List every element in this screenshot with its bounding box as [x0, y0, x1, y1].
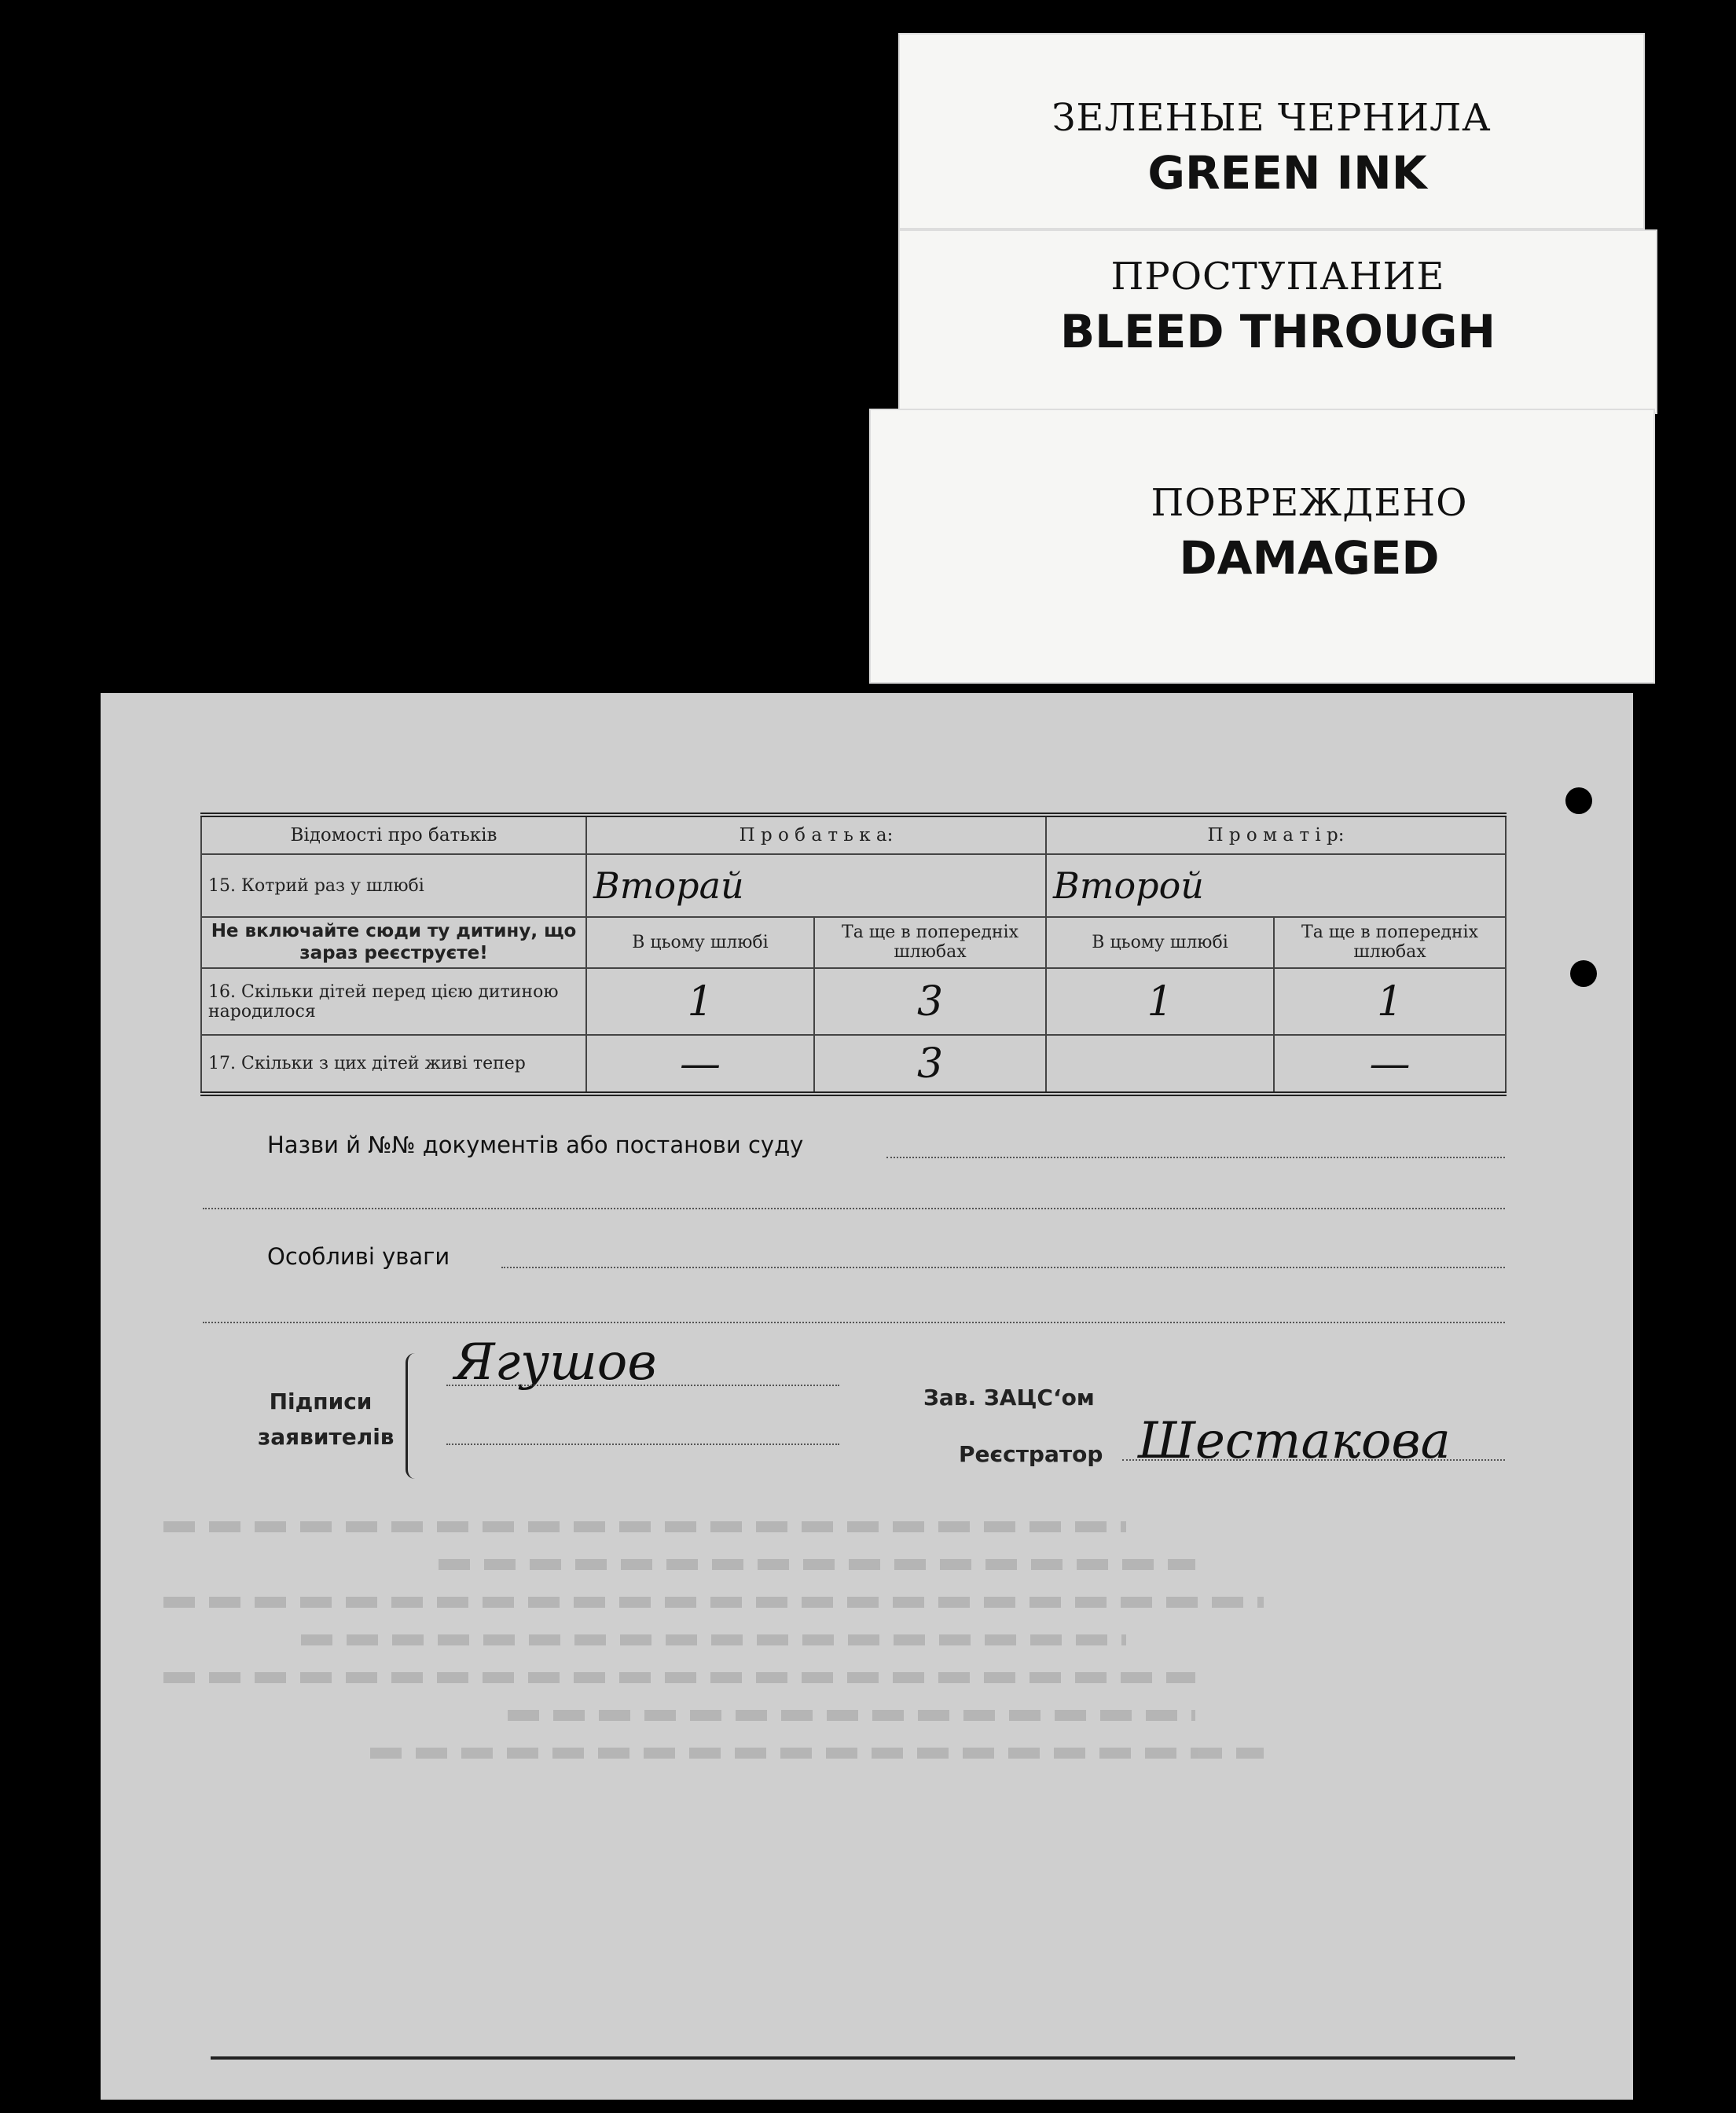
father-this-marriage-header: В цьому шлюбі — [586, 917, 814, 968]
handwritten-number: 1 — [1147, 978, 1173, 1025]
father-prev-marriages-header: Та ще в попередніх шлюбах — [814, 917, 1046, 968]
row15-label: 15. Котрий раз у шлюбі — [201, 854, 586, 917]
header-mother: П р о м а т і р: — [1046, 815, 1506, 854]
row16-label: 16. Скільки дітей перед цією дитиною народилося — [201, 968, 586, 1035]
signature-brace — [406, 1353, 424, 1479]
bleed-mark — [163, 1521, 1126, 1532]
row17-cell — [814, 1035, 1046, 1094]
signatures-label — [258, 1385, 395, 1455]
row16-cell — [1274, 968, 1506, 1035]
punch-hole — [1570, 960, 1597, 987]
remarks-label: Особливі уваги — [267, 1243, 450, 1270]
row16-cell — [1046, 968, 1274, 1035]
damaged-slip — [869, 409, 1655, 684]
green-ink-slip — [898, 33, 1645, 229]
slip-ru-text: ПРОСТУПАНИЕ — [1110, 255, 1445, 299]
documents-dotted-line-2 — [203, 1208, 1505, 1209]
punch-hole — [1565, 787, 1592, 814]
mother-this-marriage-header: В цьому шлюбі — [1046, 917, 1274, 968]
signature-dotted-line — [446, 1385, 839, 1386]
parents-info-table — [200, 813, 1507, 1096]
bleed-through-slip — [898, 229, 1657, 414]
slip-en-text: BLEED THROUGH — [1059, 305, 1496, 358]
registrar-label: Реєстратор — [959, 1441, 1103, 1467]
header-parents-info: Відомості про батьків — [201, 815, 586, 854]
row15-father — [586, 854, 1046, 917]
slip-ru-text: ЗЕЛЕНЫЕ ЧЕРНИЛА — [1052, 96, 1492, 140]
signature-dotted-line-2 — [446, 1444, 839, 1445]
applicant-signature: Ягушов — [454, 1333, 657, 1392]
form-sheet — [101, 693, 1633, 2100]
handwritten-number: 3 — [916, 1040, 944, 1088]
signatures-label-line2: заявителів — [258, 1423, 395, 1450]
handwritten-mother-marriage: Второй — [1053, 864, 1204, 907]
handwritten-number: — — [680, 1040, 721, 1088]
row17-cell — [586, 1035, 814, 1094]
signatures-label-line1: Підписи — [269, 1388, 373, 1414]
handwritten-number: 3 — [916, 978, 944, 1025]
bottom-rule — [211, 2056, 1515, 2060]
slip-en-text: GREEN INK — [1147, 146, 1427, 200]
slip-en-text: DAMAGED — [1179, 531, 1440, 585]
registrar-dotted-line — [1122, 1459, 1505, 1461]
bleed-mark — [163, 1672, 1195, 1683]
row17-cell — [1046, 1035, 1274, 1094]
row15-mother — [1046, 854, 1506, 917]
remarks-dotted-line-2 — [203, 1322, 1505, 1323]
row17-cell — [1274, 1035, 1506, 1094]
row17-label: 17. Скільки з цих дітей живі тепер — [201, 1035, 586, 1094]
slip-ru-text: ПОВРЕЖДЕНО — [1151, 481, 1468, 525]
bleed-mark — [508, 1710, 1195, 1721]
header-father: П р о б а т ь к а: — [586, 815, 1046, 854]
handwritten-number: 1 — [1376, 978, 1404, 1025]
handwritten-number: 1 — [687, 978, 714, 1025]
row16-cell — [814, 968, 1046, 1035]
row16-cell — [586, 968, 814, 1035]
mother-prev-marriages-header: Та ще в попередніх шлюбах — [1274, 917, 1506, 968]
handwritten-number: — — [1369, 1040, 1411, 1088]
bleed-through-area — [163, 1495, 1539, 2005]
documents-label: Назви й №№ документів або постанови суду — [267, 1132, 804, 1158]
documents-dotted-line — [886, 1157, 1505, 1158]
exclude-note: Не включайте сюди ту дитину, що зараз реєструєте! — [201, 917, 586, 968]
remarks-dotted-line — [501, 1267, 1505, 1268]
bleed-mark — [301, 1634, 1126, 1645]
handwritten-father-marriage: Вторай — [593, 864, 744, 907]
bleed-mark — [163, 1597, 1264, 1608]
bleed-mark — [370, 1748, 1264, 1759]
bleed-mark — [439, 1559, 1195, 1570]
registrar-signature: Шестакова — [1138, 1412, 1451, 1470]
head-of-registry-label: Зав. ЗАЦС‘ом — [923, 1385, 1095, 1411]
